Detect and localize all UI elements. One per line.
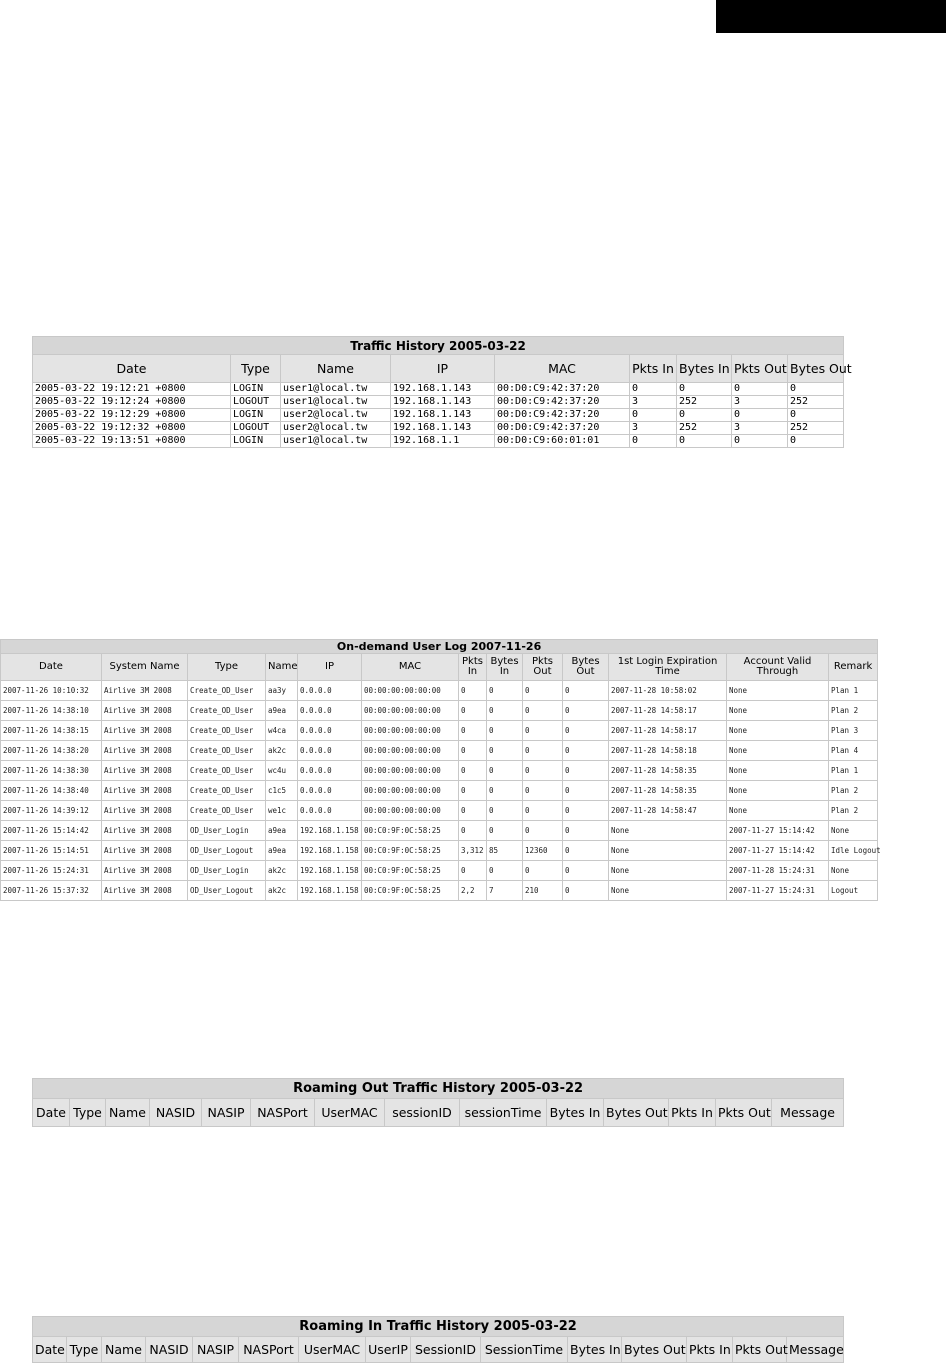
table-cell-date: 2005-03-22 19:13:51 +0800 xyxy=(33,435,231,448)
table-cell-account-valid-through: 2007-11-27 15:24:31 xyxy=(727,881,829,901)
column-header-system-name: System Name xyxy=(102,654,188,681)
column-header-bytes-in: Bytes In xyxy=(487,654,523,681)
table-cell-pkts-in: 0 xyxy=(630,409,677,422)
table-cell-mac: 00:D0:C9:60:01:01 xyxy=(495,435,630,448)
table-cell-bytes-in: 252 xyxy=(677,422,732,435)
table-cell-bytes-in: 0 xyxy=(487,781,523,801)
column-header-pkts-in: Pkts In xyxy=(687,1337,733,1363)
roaming-in-title: Roaming In Traffic History 2005-03-22 xyxy=(33,1317,844,1337)
table-cell-ip: 192.168.1.158 xyxy=(298,841,362,861)
table-cell-bytes-out: 0 xyxy=(563,721,609,741)
table-cell-ip: 192.168.1.158 xyxy=(298,881,362,901)
table-cell-name: wc4u xyxy=(266,761,298,781)
table-row xyxy=(1,861,878,881)
column-header-mac: MAC xyxy=(495,355,630,383)
table-cell-ip: 192.168.1.158 xyxy=(298,861,362,881)
table-cell-bytes-in: 0 xyxy=(487,741,523,761)
table-cell-bytes-out: 0 xyxy=(788,435,844,448)
table-cell-1st-login-expiration-time: 2007-11-28 10:58:02 xyxy=(609,681,727,701)
table-cell-bytes-in: 0 xyxy=(487,801,523,821)
table-cell-ip: 0.0.0.0 xyxy=(298,701,362,721)
table-cell-pkts-in: 0 xyxy=(459,761,487,781)
column-header-name: Name xyxy=(266,654,298,681)
column-header-name: Name xyxy=(106,1099,150,1127)
table-cell-system-name: Airlive 3M 2008 xyxy=(102,881,188,901)
table-cell-bytes-in: 0 xyxy=(487,701,523,721)
table-cell-date: 2007-11-26 14:38:40 xyxy=(1,781,102,801)
table-cell-pkts-in: 0 xyxy=(459,861,487,881)
table-cell-1st-login-expiration-time: None xyxy=(609,821,727,841)
table-cell-ip: 0.0.0.0 xyxy=(298,681,362,701)
table-cell-remark: Idle Logout xyxy=(829,841,878,861)
table-cell-account-valid-through: 2007-11-28 15:24:31 xyxy=(727,861,829,881)
table-cell-pkts-in: 3 xyxy=(630,396,677,409)
table-cell-date: 2007-11-26 15:24:31 xyxy=(1,861,102,881)
column-header-name: Name xyxy=(102,1337,146,1363)
column-header-bytes-out: Bytes Out xyxy=(622,1337,687,1363)
table-row xyxy=(1,821,878,841)
table-cell-ip: 0.0.0.0 xyxy=(298,801,362,821)
table-cell-date: 2007-11-26 15:37:32 xyxy=(1,881,102,901)
roaming-out-title: Roaming Out Traffic History 2005-03-22 xyxy=(33,1079,844,1099)
table-cell-pkts-in: 3,312 xyxy=(459,841,487,861)
table-cell-bytes-out: 0 xyxy=(563,861,609,881)
column-header-pkts-in: Pkts In xyxy=(459,654,487,681)
table-cell-mac: 00:C0:9F:0C:58:25 xyxy=(362,861,459,881)
table-cell-mac: 00:D0:C9:42:37:20 xyxy=(495,422,630,435)
table-cell-mac: 00:00:00:00:00:00 xyxy=(362,801,459,821)
table-cell-remark: Plan 1 xyxy=(829,681,878,701)
table-cell-pkts-out: 0 xyxy=(732,435,788,448)
table-cell-name: user2@local.tw xyxy=(281,409,391,422)
ondemand-log-body xyxy=(1,681,881,901)
table-cell-name: w4ca xyxy=(266,721,298,741)
table-row xyxy=(33,422,844,435)
table-cell-mac: 00:C0:9F:0C:58:25 xyxy=(362,881,459,901)
table-cell-pkts-out: 0 xyxy=(523,821,563,841)
table-cell-date: 2007-11-26 10:10:32 xyxy=(1,681,102,701)
column-header-type: Type xyxy=(188,654,266,681)
table-cell-account-valid-through: None xyxy=(727,741,829,761)
table-cell-pkts-in: 0 xyxy=(630,435,677,448)
table-cell-pkts-out: 0 xyxy=(523,861,563,881)
table-cell-1st-login-expiration-time: 2007-11-28 14:58:35 xyxy=(609,781,727,801)
column-header-message: Message xyxy=(772,1099,844,1127)
column-header-date: Date xyxy=(33,1337,67,1363)
table-cell-name: c1c5 xyxy=(266,781,298,801)
table-cell-pkts-in: 0 xyxy=(459,701,487,721)
column-header-type: Type xyxy=(67,1337,102,1363)
roaming-in-header xyxy=(33,1337,844,1363)
column-header-1st-login-expiration-time: 1st Login Expiration Time xyxy=(609,654,727,681)
table-cell-pkts-out: 0 xyxy=(523,801,563,821)
table-cell-name: ak2c xyxy=(266,881,298,901)
table-cell-bytes-in: 0 xyxy=(677,435,732,448)
roaming-out-header xyxy=(33,1099,844,1127)
table-cell-system-name: Airlive 3M 2008 xyxy=(102,681,188,701)
table-cell-system-name: Airlive 3M 2008 xyxy=(102,801,188,821)
table-cell-remark: None xyxy=(829,861,878,881)
table-cell-type: Create_OD_User xyxy=(188,781,266,801)
table-cell-1st-login-expiration-time: None xyxy=(609,881,727,901)
table-row xyxy=(33,396,844,409)
table-cell-date: 2005-03-22 19:12:29 +0800 xyxy=(33,409,231,422)
table-cell-date: 2007-11-26 14:38:15 xyxy=(1,721,102,741)
table-cell-mac: 00:00:00:00:00:00 xyxy=(362,681,459,701)
table-cell-remark: Plan 2 xyxy=(829,801,878,821)
table-cell-ip: 192.168.1.143 xyxy=(391,409,495,422)
column-header-mac: MAC xyxy=(362,654,459,681)
column-header-pkts-in: Pkts In xyxy=(669,1099,716,1127)
column-header-pkts-out: Pkts Out xyxy=(523,654,563,681)
table-cell-bytes-in: 0 xyxy=(487,721,523,741)
table-cell-type: LOGIN xyxy=(231,383,281,396)
table-cell-type: OD_User_Logout xyxy=(188,881,266,901)
column-header-bytes-out: Bytes Out xyxy=(788,355,844,383)
table-cell-remark: Plan 3 xyxy=(829,721,878,741)
table-cell-bytes-in: 85 xyxy=(487,841,523,861)
table-cell-type: Create_OD_User xyxy=(188,681,266,701)
table-cell-bytes-out: 0 xyxy=(788,383,844,396)
table-cell-type: LOGOUT xyxy=(231,396,281,409)
column-header-date: Date xyxy=(1,654,102,681)
table-row xyxy=(33,435,844,448)
table-cell-bytes-out: 0 xyxy=(788,409,844,422)
column-header-sessiontime: SessionTime xyxy=(481,1337,568,1363)
table-row xyxy=(33,409,844,422)
table-cell-account-valid-through: None xyxy=(727,721,829,741)
table-cell-name: user1@local.tw xyxy=(281,383,391,396)
table-row xyxy=(33,383,844,396)
table-cell-bytes-in: 0 xyxy=(677,383,732,396)
table-cell-pkts-out: 0 xyxy=(523,701,563,721)
table-cell-bytes-in: 0 xyxy=(677,409,732,422)
table-cell-name: ak2c xyxy=(266,741,298,761)
column-header-nasid: NASID xyxy=(146,1337,193,1363)
table-row xyxy=(1,721,878,741)
table-cell-date: 2007-11-26 15:14:51 xyxy=(1,841,102,861)
column-header-nasip: NASIP xyxy=(202,1099,251,1127)
table-cell-pkts-out: 0 xyxy=(523,761,563,781)
column-header-account-valid-through: Account Valid Through xyxy=(727,654,829,681)
table-cell-type: Create_OD_User xyxy=(188,741,266,761)
table-row xyxy=(1,681,878,701)
column-header-nasid: NASID xyxy=(150,1099,202,1127)
table-cell-pkts-out: 0 xyxy=(523,721,563,741)
table-cell-bytes-in: 0 xyxy=(487,681,523,701)
table-cell-bytes-out: 0 xyxy=(563,841,609,861)
table-cell-type: Create_OD_User xyxy=(188,761,266,781)
table-cell-1st-login-expiration-time: None xyxy=(609,861,727,881)
table-cell-date: 2007-11-26 15:14:42 xyxy=(1,821,102,841)
table-cell-ip: 192.168.1.143 xyxy=(391,422,495,435)
ondemand-log-title: On-demand User Log 2007-11-26 xyxy=(1,640,878,654)
column-header-bytes-in: Bytes In xyxy=(547,1099,604,1127)
table-cell-bytes-in: 0 xyxy=(487,761,523,781)
header-black-bar xyxy=(716,0,946,33)
column-header-nasport: NASPort xyxy=(239,1337,299,1363)
table-cell-system-name: Airlive 3M 2008 xyxy=(102,841,188,861)
table-cell-date: 2005-03-22 19:12:21 +0800 xyxy=(33,383,231,396)
table-cell-ip: 0.0.0.0 xyxy=(298,761,362,781)
table-cell-bytes-in: 0 xyxy=(487,861,523,881)
column-header-pkts-out: Pkts Out xyxy=(733,1337,787,1363)
column-header-date: Date xyxy=(33,355,231,383)
table-cell-remark: None xyxy=(829,821,878,841)
column-header-ip: IP xyxy=(391,355,495,383)
table-cell-ip: 192.168.1.1 xyxy=(391,435,495,448)
table-cell-account-valid-through: 2007-11-27 15:14:42 xyxy=(727,821,829,841)
table-cell-remark: Plan 4 xyxy=(829,741,878,761)
table-cell-1st-login-expiration-time: 2007-11-28 14:58:17 xyxy=(609,701,727,721)
table-cell-ip: 0.0.0.0 xyxy=(298,781,362,801)
table-cell-name: a9ea xyxy=(266,701,298,721)
column-header-nasport: NASPort xyxy=(251,1099,315,1127)
table-cell-mac: 00:D0:C9:42:37:20 xyxy=(495,409,630,422)
table-cell-bytes-out: 0 xyxy=(563,781,609,801)
table-cell-bytes-out: 0 xyxy=(563,801,609,821)
table-row xyxy=(1,881,878,901)
table-cell-pkts-out: 0 xyxy=(732,409,788,422)
table-cell-bytes-out: 0 xyxy=(563,741,609,761)
ondemand-user-log-table xyxy=(0,639,881,901)
column-header-pkts-in: Pkts In xyxy=(630,355,677,383)
column-header-sessionid: sessionID xyxy=(385,1099,460,1127)
table-cell-system-name: Airlive 3M 2008 xyxy=(102,861,188,881)
table-cell-type: LOGIN xyxy=(231,409,281,422)
column-header-usermac: UserMAC xyxy=(299,1337,366,1363)
table-cell-pkts-in: 0 xyxy=(459,721,487,741)
table-cell-account-valid-through: None xyxy=(727,681,829,701)
table-cell-type: LOGIN xyxy=(231,435,281,448)
column-header-bytes-in: Bytes In xyxy=(568,1337,622,1363)
table-cell-ip: 192.168.1.143 xyxy=(391,383,495,396)
table-cell-bytes-out: 252 xyxy=(788,396,844,409)
table-cell-date: 2005-03-22 19:12:32 +0800 xyxy=(33,422,231,435)
table-cell-type: OD_User_Logout xyxy=(188,841,266,861)
table-cell-pkts-in: 0 xyxy=(459,801,487,821)
column-header-bytes-in: Bytes In xyxy=(677,355,732,383)
traffic-history-title: Traffic History 2005-03-22 xyxy=(33,337,844,355)
table-cell-account-valid-through: 2007-11-27 15:14:42 xyxy=(727,841,829,861)
table-cell-1st-login-expiration-time: None xyxy=(609,841,727,861)
table-cell-bytes-in: 0 xyxy=(487,821,523,841)
table-cell-bytes-out: 0 xyxy=(563,821,609,841)
column-header-name: Name xyxy=(281,355,391,383)
table-cell-name: we1c xyxy=(266,801,298,821)
table-cell-ip: 192.168.1.158 xyxy=(298,821,362,841)
table-cell-system-name: Airlive 3M 2008 xyxy=(102,761,188,781)
table-cell-name: a9ea xyxy=(266,821,298,841)
table-row xyxy=(1,841,878,861)
table-cell-1st-login-expiration-time: 2007-11-28 14:58:47 xyxy=(609,801,727,821)
table-cell-account-valid-through: None xyxy=(727,761,829,781)
table-cell-name: user1@local.tw xyxy=(281,396,391,409)
table-cell-name: aa3y xyxy=(266,681,298,701)
table-cell-type: Create_OD_User xyxy=(188,701,266,721)
column-header-date: Date xyxy=(33,1099,70,1127)
table-cell-bytes-in: 252 xyxy=(677,396,732,409)
column-header-sessiontime: sessionTime xyxy=(460,1099,547,1127)
roaming-in-table xyxy=(32,1316,844,1363)
table-cell-pkts-in: 0 xyxy=(630,383,677,396)
table-cell-type: OD_User_Login xyxy=(188,821,266,841)
table-cell-mac: 00:00:00:00:00:00 xyxy=(362,781,459,801)
table-cell-remark: Logout xyxy=(829,881,878,901)
table-cell-remark: Plan 2 xyxy=(829,701,878,721)
table-cell-date: 2007-11-26 14:39:12 xyxy=(1,801,102,821)
table-cell-ip: 0.0.0.0 xyxy=(298,721,362,741)
table-cell-bytes-out: 0 xyxy=(563,701,609,721)
traffic-history-table xyxy=(32,336,852,448)
table-cell-type: LOGOUT xyxy=(231,422,281,435)
table-cell-name: ak2c xyxy=(266,861,298,881)
table-cell-pkts-out: 3 xyxy=(732,396,788,409)
table-cell-pkts-in: 0 xyxy=(459,681,487,701)
table-cell-mac: 00:00:00:00:00:00 xyxy=(362,721,459,741)
table-cell-mac: 00:00:00:00:00:00 xyxy=(362,761,459,781)
table-cell-ip: 192.168.1.143 xyxy=(391,396,495,409)
table-cell-bytes-out: 252 xyxy=(788,422,844,435)
table-cell-remark: Plan 1 xyxy=(829,761,878,781)
table-cell-system-name: Airlive 3M 2008 xyxy=(102,781,188,801)
column-header-pkts-out: Pkts Out xyxy=(732,355,788,383)
column-header-sessionid: SessionID xyxy=(411,1337,481,1363)
column-header-bytes-out: Bytes Out xyxy=(563,654,609,681)
table-row xyxy=(1,801,878,821)
table-cell-bytes-out: 0 xyxy=(563,761,609,781)
table-cell-pkts-out: 3 xyxy=(732,422,788,435)
table-cell-pkts-out: 0 xyxy=(523,741,563,761)
table-cell-pkts-out: 0 xyxy=(523,681,563,701)
table-cell-pkts-out: 210 xyxy=(523,881,563,901)
table-cell-1st-login-expiration-time: 2007-11-28 14:58:18 xyxy=(609,741,727,761)
roaming-out-table xyxy=(32,1078,844,1127)
ondemand-log-header xyxy=(1,654,878,681)
table-cell-1st-login-expiration-time: 2007-11-28 14:58:35 xyxy=(609,761,727,781)
table-cell-account-valid-through: None xyxy=(727,701,829,721)
column-header-usermac: UserMAC xyxy=(315,1099,385,1127)
table-cell-system-name: Airlive 3M 2008 xyxy=(102,821,188,841)
table-cell-pkts-in: 0 xyxy=(459,741,487,761)
column-header-nasip: NASIP xyxy=(193,1337,239,1363)
table-cell-bytes-in: 7 xyxy=(487,881,523,901)
table-cell-mac: 00:C0:9F:0C:58:25 xyxy=(362,841,459,861)
table-cell-system-name: Airlive 3M 2008 xyxy=(102,721,188,741)
table-cell-mac: 00:00:00:00:00:00 xyxy=(362,741,459,761)
table-cell-pkts-out: 0 xyxy=(523,781,563,801)
table-cell-name: user1@local.tw xyxy=(281,435,391,448)
column-header-type: Type xyxy=(70,1099,106,1127)
column-header-message: Message xyxy=(787,1337,844,1363)
table-cell-pkts-in: 3 xyxy=(630,422,677,435)
table-cell-pkts-out: 0 xyxy=(732,383,788,396)
table-cell-bytes-out: 0 xyxy=(563,681,609,701)
table-cell-mac: 00:D0:C9:42:37:20 xyxy=(495,396,630,409)
table-cell-name: a9ea xyxy=(266,841,298,861)
column-header-ip: IP xyxy=(298,654,362,681)
table-cell-date: 2007-11-26 14:38:10 xyxy=(1,701,102,721)
table-cell-mac: 00:00:00:00:00:00 xyxy=(362,701,459,721)
column-header-userip: UserIP xyxy=(366,1337,411,1363)
column-header-type: Type xyxy=(231,355,281,383)
table-cell-system-name: Airlive 3M 2008 xyxy=(102,701,188,721)
column-header-remark: Remark xyxy=(829,654,878,681)
table-cell-ip: 0.0.0.0 xyxy=(298,741,362,761)
table-cell-pkts-in: 2,2 xyxy=(459,881,487,901)
table-cell-name: user2@local.tw xyxy=(281,422,391,435)
table-cell-account-valid-through: None xyxy=(727,801,829,821)
table-row xyxy=(1,781,878,801)
table-cell-date: 2007-11-26 14:38:20 xyxy=(1,741,102,761)
table-cell-type: OD_User_Login xyxy=(188,861,266,881)
table-cell-date: 2005-03-22 19:12:24 +0800 xyxy=(33,396,231,409)
table-cell-remark: Plan 2 xyxy=(829,781,878,801)
table-cell-mac: 00:C0:9F:0C:58:25 xyxy=(362,821,459,841)
table-row xyxy=(1,741,878,761)
table-cell-pkts-in: 0 xyxy=(459,821,487,841)
column-header-pkts-out: Pkts Out xyxy=(716,1099,772,1127)
column-header-bytes-out: Bytes Out xyxy=(604,1099,669,1127)
table-cell-pkts-in: 0 xyxy=(459,781,487,801)
table-row xyxy=(1,701,878,721)
table-cell-mac: 00:D0:C9:42:37:20 xyxy=(495,383,630,396)
table-cell-type: Create_OD_User xyxy=(188,721,266,741)
table-row xyxy=(1,761,878,781)
table-cell-system-name: Airlive 3M 2008 xyxy=(102,741,188,761)
table-cell-account-valid-through: None xyxy=(727,781,829,801)
traffic-history-body xyxy=(33,383,844,448)
table-cell-date: 2007-11-26 14:38:30 xyxy=(1,761,102,781)
table-cell-1st-login-expiration-time: 2007-11-28 14:58:17 xyxy=(609,721,727,741)
table-cell-type: Create_OD_User xyxy=(188,801,266,821)
table-cell-bytes-out: 0 xyxy=(563,881,609,901)
table-cell-pkts-out: 12360 xyxy=(523,841,563,861)
traffic-history-header xyxy=(33,355,844,383)
